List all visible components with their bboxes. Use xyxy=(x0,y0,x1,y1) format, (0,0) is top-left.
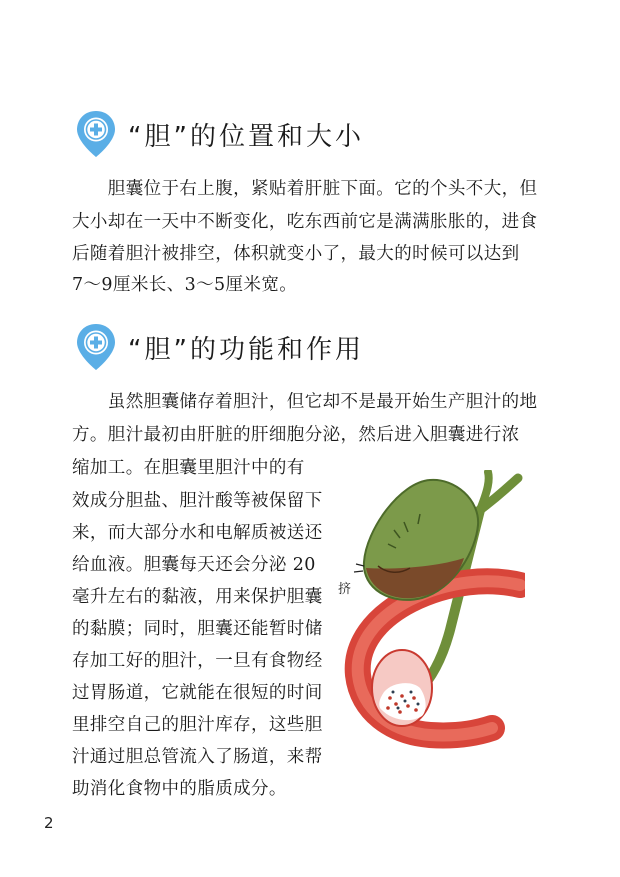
section-title: “胆”的位置和大小 xyxy=(128,121,364,152)
paragraph-line: 7～9厘米长、3～5厘米宽。 xyxy=(72,275,298,295)
paragraph-line: 方。胆汁最初由肝脏的肝细胞分泌，然后进入胆囊进行浓 xyxy=(72,425,520,445)
paragraph-line: 存加工好的胆汁，一旦有食物经 xyxy=(72,651,323,671)
section-heading-position-size xyxy=(74,109,364,159)
paragraph-line: 效成分胆盐、胆汁酸等被保留下 xyxy=(72,491,323,511)
medical-location-pin-icon xyxy=(74,322,118,372)
medical-location-pin-icon xyxy=(74,109,118,159)
paragraph-line: 胆囊位于右上腹，紧贴着肝脏下面。它的个头不大，但 xyxy=(72,179,538,199)
paragraph-line: 的黏膜；同时，胆囊还能暂时储 xyxy=(72,619,323,639)
paragraph-line: 大小却在一天中不断变化，吃东西前它是满满胀胀的，进食 xyxy=(72,212,538,232)
paragraph-line: 后随着胆汁被排空，体积就变小了，最大的时候可以达到 xyxy=(72,244,520,264)
section-title: “胆”的功能和作用 xyxy=(128,334,364,365)
page-number: 2 xyxy=(44,814,54,832)
paragraph-line: 过胃肠道，它就能在很短的时间 xyxy=(72,683,323,703)
section-heading-function xyxy=(74,322,364,372)
paragraph-line: 助消化食物中的脂质成分。 xyxy=(72,779,287,799)
squeeze-label: 挤 xyxy=(338,582,352,597)
paragraph-line: 毫升左右的黏液，用来保护胆囊 xyxy=(72,587,323,607)
paragraph-line: 汁通过胆总管流入了肠道，来帮 xyxy=(72,747,323,767)
paragraph-line: 里排空自己的胆汁库存，这些胆 xyxy=(72,715,323,735)
paragraph-line: 虽然胆囊储存着胆汁，但它却不是最开始生产胆汁的地 xyxy=(72,392,538,412)
paragraph-line: 来，而大部分水和电解质被送还 xyxy=(72,523,323,543)
paragraph-line: 缩加工。在胆囊里胆汁中的有 xyxy=(72,458,305,478)
gallbladder-illustration xyxy=(330,470,525,755)
paragraph-line: 给血液。胆囊每天还会分泌 20 xyxy=(72,555,316,575)
